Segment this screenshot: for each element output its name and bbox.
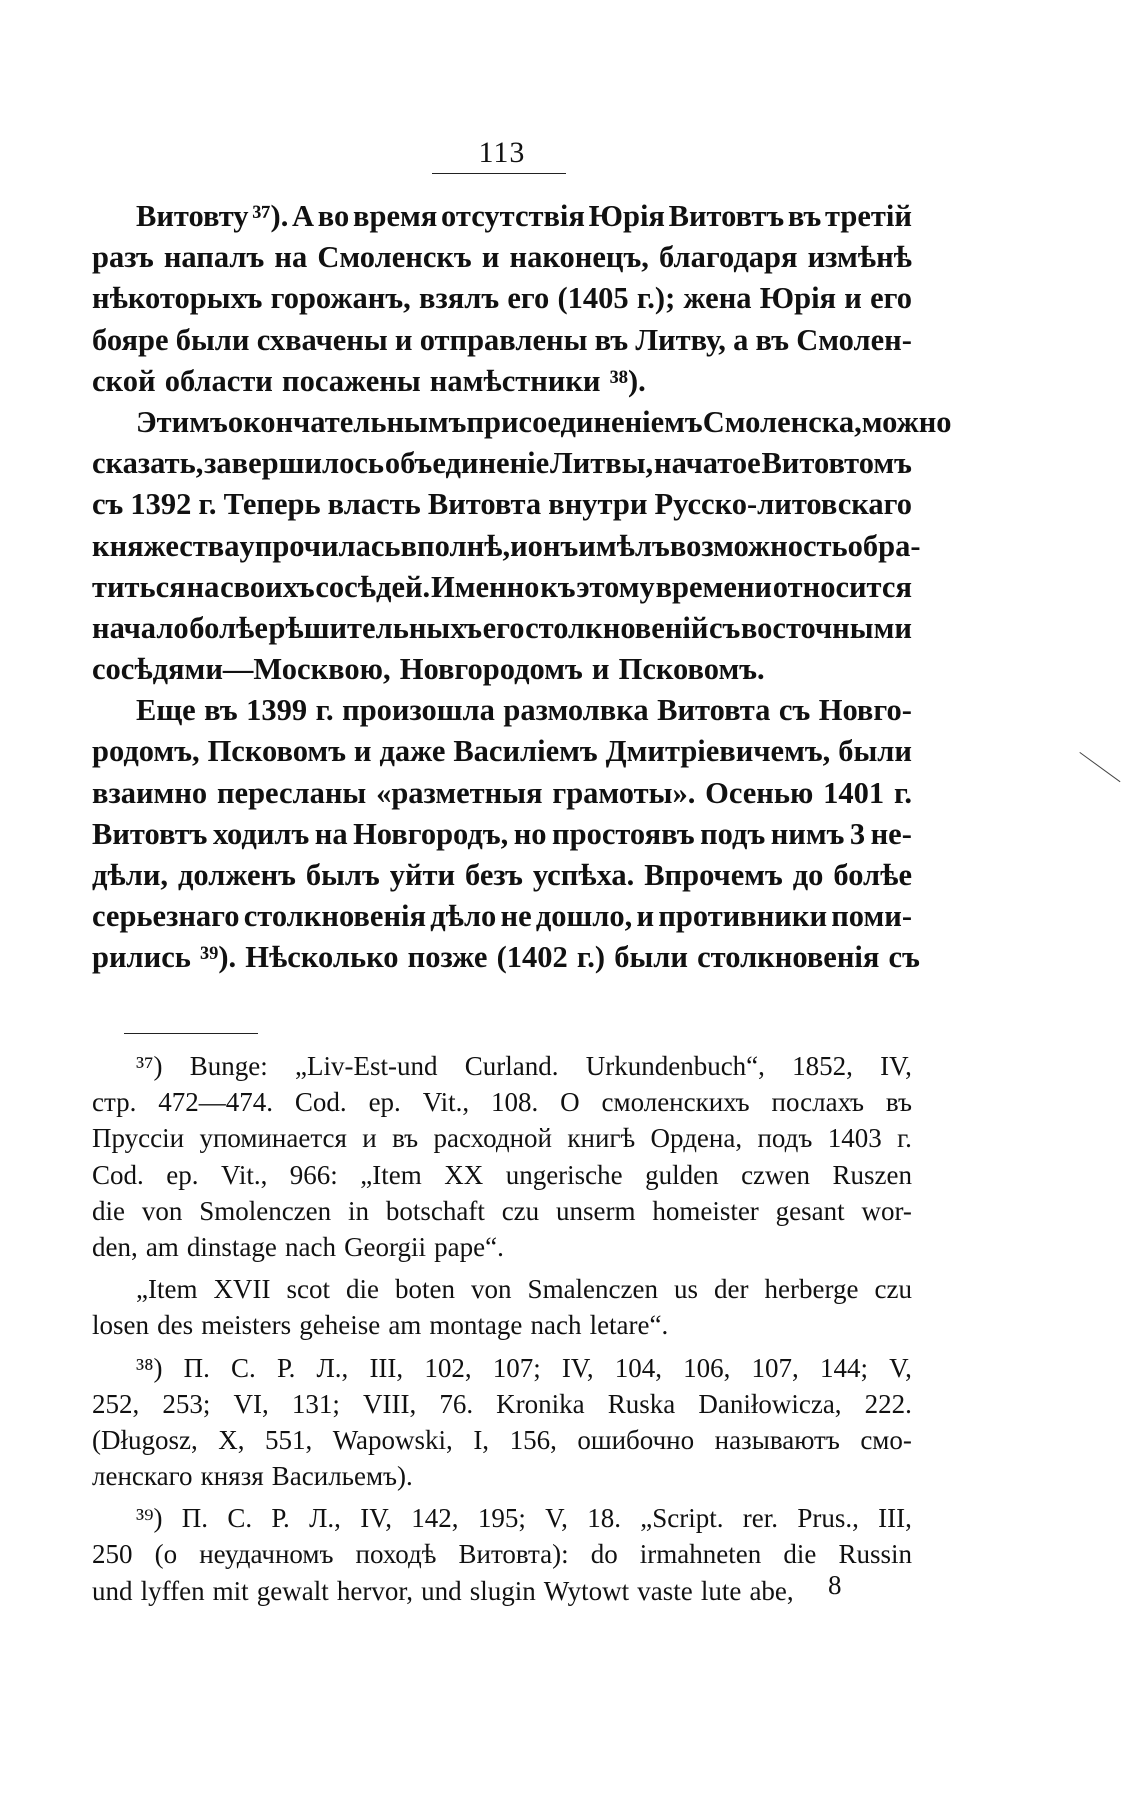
footnote-line: und lyffen mit gewalt hervor, und slugin Wytowt vaste lute abe, (92, 1575, 794, 1606)
text-line: разъ напалъ на Смоленскъ и наконецъ, благодаря измѣнѣ (92, 240, 912, 275)
footnote-line: den, am dinstage nach Georgii pape“. (92, 1231, 504, 1262)
text-line: взаимно пересланы «разметныя грамоты». Осенью 1401 г. (92, 775, 912, 810)
text-line: серьезнаго столкновенія дѣло не дошло, и противники поми- (92, 899, 912, 934)
footnote-line: Cod. ep. Vit., 966: „Item XX ungerische gulden czwen Ruszen (92, 1159, 912, 1190)
footnote-line: „Item XVII scot die boten von Smalenczen us der herberge czu (136, 1274, 912, 1305)
footnote-line: ленскаго князя Васильемъ). (92, 1461, 413, 1492)
footnote-line: die von Smolenczen in botschaft czu unserm homeister gesant wor- (92, 1195, 912, 1226)
text-line: сказать, завершилось объединеніе Литвы, начатое Витовтомъ (92, 446, 912, 481)
text-line: Еще въ 1399 г. произошла размолвка Витовта съ Новго- (136, 693, 912, 728)
footnote-line: стр. 472—474. Cod. ep. Vit., 108. О смоленскихъ послахъ въ (92, 1087, 912, 1118)
footnote-line: 252, 253; VI, 131; VIII, 76. Kronika Ruska Daniłowicza, 222. (92, 1388, 912, 1419)
footnote-line: ³⁸) П. С. Р. Л., III, 102, 107; IV, 104, 106, 107, 144; V, (136, 1352, 912, 1383)
text-line: нѣкоторыхъ горожанъ, взялъ его (1405 г.); жена Юрія и его (92, 281, 912, 316)
text-line: начало болѣе рѣшительныхъ его столкновеній съ восточными (92, 610, 912, 645)
text-line: бояре были схвачены и отправлены въ Литву, а въ Смолен- (92, 322, 912, 357)
header-rule (432, 173, 566, 174)
footnote-rule (124, 1033, 258, 1034)
text-line: съ 1392 г. Теперь власть Витовта внутри Русско-литовскаго (92, 487, 912, 522)
footnote-line: losen des meisters geheise am montage nach letare“. (92, 1310, 669, 1341)
page-number: 113 (478, 136, 526, 169)
text-line: ской области посажены намѣстники ³⁸). (92, 363, 646, 398)
footnote-line: 250 (о неудачномъ походѣ Витовта): do irmahneten die Russin (92, 1539, 912, 1570)
text-line: Витовту ³⁷). А во время отсутствія Юрія Витовтъ въ третій (136, 199, 912, 233)
text-line: рились ³⁹). Нѣсколько позже (1402 г.) были столкновенія съ (92, 940, 920, 975)
footnotes (92, 1048, 912, 1609)
footnote-line: ³⁹) П. С. Р. Л., IV, 142, 195; V, 18. „Script. rer. Prus., III, (136, 1503, 912, 1534)
text-line: дѣли, долженъ былъ уйти безъ успѣха. Впрочемъ до болѣе (92, 858, 912, 892)
footnote-line: (Długosz, X, 551, Wapowski, I, 156, ошибочно называютъ смо- (92, 1424, 912, 1455)
footnote-line: ³⁷) Bunge: „Liv-Est-und Curland. Urkundenbuch“, 1852, IV, (136, 1051, 912, 1081)
signature-mark: 8 (828, 1570, 842, 1600)
text-line: титься на своихъ сосѣдей. Именно къ этому времени относится (92, 569, 912, 604)
footnote-line: Пруссіи упоминается и въ расходной книгѣ Ордена, подъ 1403 г. (92, 1123, 912, 1154)
text-line: княжества упрочилась вполнѣ, и онъ имѣлъ возможность обра- (92, 528, 921, 563)
text-line: сосѣдями—Москвою, Новгородомъ и Псковомъ. (92, 652, 765, 687)
stray-mark (1079, 752, 1120, 782)
text-line: Этимъ окончательнымъ присоединеніемъ Смоленска, можно (136, 404, 952, 439)
text-line: родомъ, Псковомъ и даже Василіемъ Дмитріевичемъ, были (92, 734, 912, 769)
main-text (92, 196, 952, 979)
text-line: Витовтъ ходилъ на Новгородъ, но простоявъ подъ нимъ 3 не- (92, 816, 912, 851)
